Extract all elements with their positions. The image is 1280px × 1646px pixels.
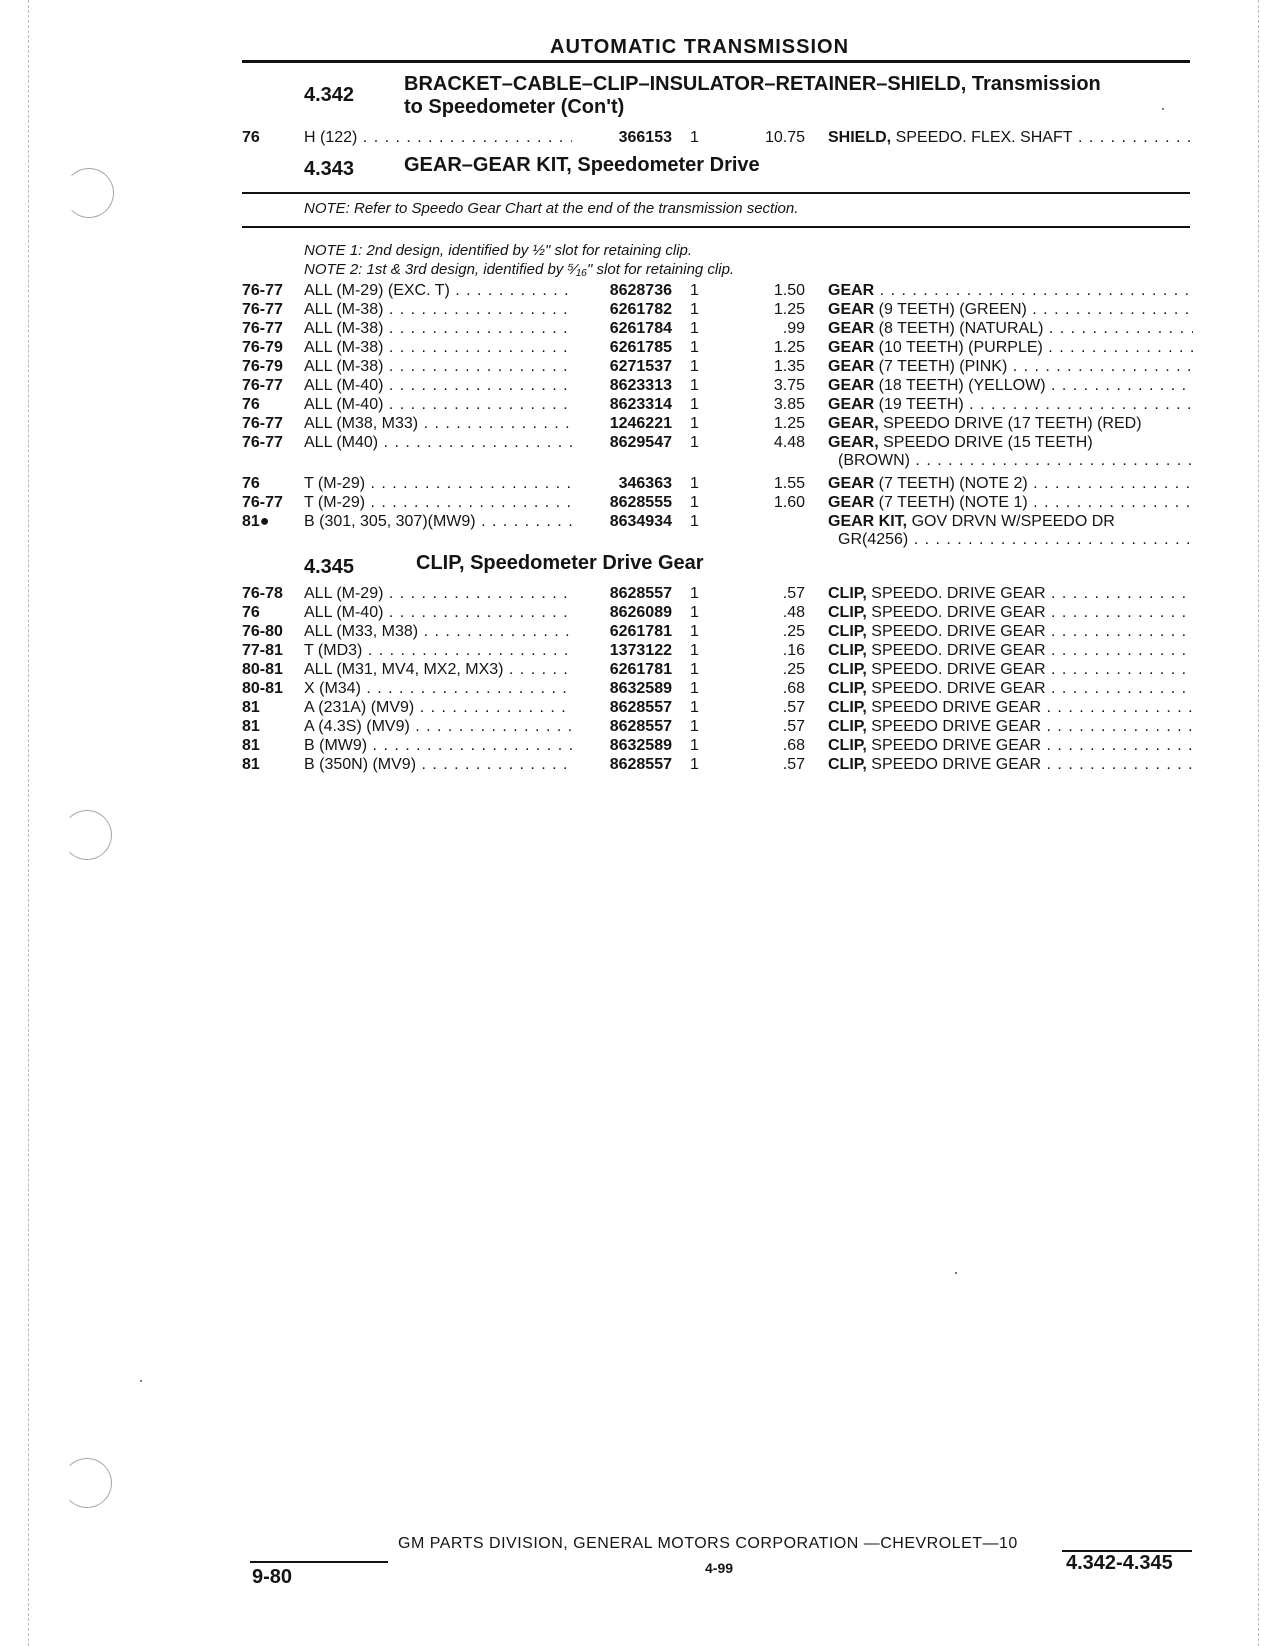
description-key: CLIP, bbox=[828, 661, 867, 678]
model-code: A (231A) (MV9) . . . bbox=[304, 698, 572, 717]
description-key: GEAR bbox=[828, 320, 875, 337]
model-code: T (M-29) . . . bbox=[304, 493, 572, 512]
parts-row bbox=[0, 474, 1280, 493]
model-year: 76-77 bbox=[242, 494, 283, 511]
model-year: 80-81 bbox=[242, 661, 283, 678]
model-year: 76-80 bbox=[242, 623, 283, 640]
parts-row bbox=[0, 281, 1280, 300]
description-continuation: (BROWN) . . . bbox=[838, 452, 1193, 470]
part-number: 8629547 bbox=[609, 434, 672, 451]
quantity: 1 bbox=[690, 737, 699, 754]
model-year: 76-77 bbox=[242, 282, 283, 299]
model-year: 76-77 bbox=[242, 320, 283, 337]
description-text: (18 TEETH) (YELLOW) bbox=[874, 377, 1046, 394]
description-text: (9 TEETH) (GREEN) bbox=[874, 301, 1027, 318]
parts-row bbox=[0, 376, 1280, 395]
part-number: 6261785 bbox=[609, 339, 672, 356]
parts-row bbox=[0, 338, 1280, 357]
model-year: 81 bbox=[242, 756, 260, 773]
parts-row bbox=[0, 679, 1280, 698]
footer-date-code: 9-80 bbox=[252, 1566, 293, 1588]
quantity: 1 bbox=[690, 604, 699, 621]
description bbox=[828, 736, 1193, 755]
description-text: (19 TEETH) bbox=[874, 396, 964, 413]
model-year: 81● bbox=[242, 513, 270, 530]
price: .68 bbox=[782, 680, 805, 697]
description-text: SPEEDO DRIVE GEAR bbox=[866, 699, 1042, 716]
description-text: SPEEDO. FLEX. SHAFT bbox=[891, 129, 1073, 146]
description bbox=[828, 338, 1193, 357]
part-number: 1373122 bbox=[609, 642, 672, 659]
parts-row bbox=[0, 641, 1280, 660]
footer-page-number: 4-99 bbox=[705, 1560, 734, 1576]
description-key: GEAR bbox=[828, 475, 875, 492]
description bbox=[828, 679, 1193, 698]
price: 10.75 bbox=[764, 129, 805, 146]
footer-section-range: 4.342-4.345 bbox=[1066, 1552, 1173, 1574]
model-year: 76-77 bbox=[242, 434, 283, 451]
price: 1.55 bbox=[773, 475, 805, 492]
part-number: 8628557 bbox=[609, 718, 672, 735]
quantity: 1 bbox=[690, 320, 699, 337]
part-number: 1246221 bbox=[609, 415, 672, 432]
quantity: 1 bbox=[690, 434, 699, 451]
header-rule bbox=[242, 60, 1190, 63]
model-code: ALL (M40) . . . bbox=[304, 433, 572, 452]
description-key: CLIP, bbox=[828, 718, 867, 735]
quantity: 1 bbox=[690, 282, 699, 299]
part-number: 8628555 bbox=[609, 494, 672, 511]
description bbox=[828, 717, 1193, 736]
price: .25 bbox=[782, 623, 805, 640]
description bbox=[828, 474, 1193, 493]
model-year: 77-81 bbox=[242, 642, 283, 659]
binder-hole-middle bbox=[62, 810, 112, 860]
description-text: SPEEDO. DRIVE GEAR bbox=[866, 585, 1046, 602]
model-code: B (301, 305, 307)(MW9) . . . bbox=[304, 512, 572, 531]
description bbox=[828, 493, 1193, 512]
model-code: T (M-29) . . . bbox=[304, 474, 572, 493]
model-year: 76 bbox=[242, 129, 260, 146]
description-text: SPEEDO DRIVE (17 TEETH) (RED) bbox=[878, 415, 1142, 432]
quantity: 1 bbox=[690, 642, 699, 659]
model-code: ALL (M-40) . . . bbox=[304, 603, 572, 622]
quantity: 1 bbox=[690, 623, 699, 640]
model-code: ALL (M33, M38) . . . bbox=[304, 622, 572, 641]
description-text: SPEEDO. DRIVE GEAR bbox=[866, 604, 1046, 621]
description-text: SPEEDO. DRIVE GEAR bbox=[866, 642, 1046, 659]
description-text: (7 TEETH) (PINK) bbox=[874, 358, 1008, 375]
parts-row bbox=[0, 512, 1280, 531]
description-text: SPEEDO DRIVE GEAR bbox=[866, 718, 1042, 735]
model-year: 81 bbox=[242, 699, 260, 716]
description bbox=[828, 357, 1193, 376]
part-number: 8632589 bbox=[609, 737, 672, 754]
parts-row bbox=[0, 300, 1280, 319]
section-title-4345: CLIP, Speedometer Drive Gear bbox=[416, 552, 704, 574]
quantity: 1 bbox=[690, 661, 699, 678]
model-code: ALL (M-38) . . . bbox=[304, 338, 572, 357]
description bbox=[828, 433, 1193, 452]
part-number: 8628557 bbox=[609, 699, 672, 716]
description bbox=[828, 622, 1193, 641]
description-key: GEAR bbox=[828, 282, 875, 299]
quantity: 1 bbox=[690, 339, 699, 356]
note-1: NOTE 1: 2nd design, identified by ½" slot for retaining clip. bbox=[304, 242, 693, 259]
quantity: 1 bbox=[690, 475, 699, 492]
description bbox=[828, 281, 1193, 300]
description-text: SPEEDO. DRIVE GEAR bbox=[866, 661, 1046, 678]
model-code: B (MW9) . . . bbox=[304, 736, 572, 755]
description-text: SPEEDO. DRIVE GEAR bbox=[866, 680, 1046, 697]
parts-row bbox=[0, 319, 1280, 338]
price: .57 bbox=[782, 718, 805, 735]
part-number: 8623314 bbox=[609, 396, 672, 413]
price: 1.25 bbox=[773, 415, 805, 432]
model-year: 76-79 bbox=[242, 339, 283, 356]
model-year: 76 bbox=[242, 604, 260, 621]
parts-row bbox=[0, 433, 1280, 452]
speedo-gear-chart-note: NOTE: Refer to Speedo Gear Chart at the end of the transmission section. bbox=[304, 200, 799, 217]
part-number: 6261781 bbox=[609, 661, 672, 678]
part-number: 6271537 bbox=[609, 358, 672, 375]
parts-row bbox=[0, 698, 1280, 717]
price: 1.25 bbox=[773, 301, 805, 318]
model-code: B (350N) (MV9) . . . bbox=[304, 755, 572, 774]
price: 3.75 bbox=[773, 377, 805, 394]
description-text: (7 TEETH) (NOTE 2) bbox=[874, 475, 1028, 492]
binder-hole-top bbox=[64, 168, 114, 218]
description-key: CLIP, bbox=[828, 623, 867, 640]
description-key: GEAR, bbox=[828, 415, 879, 432]
scan-speck bbox=[140, 1380, 142, 1382]
description bbox=[828, 319, 1193, 338]
price: 1.25 bbox=[773, 339, 805, 356]
part-number: 366153 bbox=[618, 129, 672, 146]
quantity: 1 bbox=[690, 494, 699, 511]
part-number: 6261781 bbox=[609, 623, 672, 640]
note-box-rule-top bbox=[242, 192, 1190, 194]
quantity: 1 bbox=[690, 585, 699, 602]
part-number: 8634934 bbox=[609, 513, 672, 530]
description-key: CLIP, bbox=[828, 756, 867, 773]
model-code: ALL (M-29) . . . bbox=[304, 584, 572, 603]
parts-row bbox=[0, 622, 1280, 641]
model-code: ALL (M31, MV4, MX2, MX3) . . . bbox=[304, 660, 572, 679]
description-key: GEAR, bbox=[828, 434, 879, 451]
description-text: SPEEDO DRIVE GEAR bbox=[866, 756, 1042, 773]
model-year: 80-81 bbox=[242, 680, 283, 697]
price: 3.85 bbox=[773, 396, 805, 413]
description bbox=[828, 755, 1193, 774]
description-key: GEAR KIT, bbox=[828, 513, 908, 530]
description bbox=[828, 414, 1193, 433]
model-year: 76-79 bbox=[242, 358, 283, 375]
description-key: GEAR bbox=[828, 494, 875, 511]
section-number-4345: 4.345 bbox=[304, 556, 355, 578]
note-2: NOTE 2: 1st & 3rd design, identified by ⁵⁄₁₆" slot for retaining clip. bbox=[304, 261, 735, 278]
description-text: (8 TEETH) (NATURAL) bbox=[874, 320, 1044, 337]
section-title-4343: GEAR–GEAR KIT, Speedometer Drive bbox=[404, 154, 760, 176]
quantity: 1 bbox=[690, 129, 699, 146]
description bbox=[828, 300, 1193, 319]
part-number: 6261782 bbox=[609, 301, 672, 318]
description-text: (10 TEETH) (PURPLE) bbox=[874, 339, 1043, 356]
price: .25 bbox=[782, 661, 805, 678]
price: .16 bbox=[782, 642, 805, 659]
price: 1.35 bbox=[773, 358, 805, 375]
part-number: 8628736 bbox=[609, 282, 672, 299]
description bbox=[828, 512, 1193, 531]
model-year: 76-77 bbox=[242, 415, 283, 432]
part-number: 8626089 bbox=[609, 604, 672, 621]
model-year: 81 bbox=[242, 737, 260, 754]
note-box-rule-bottom bbox=[242, 226, 1190, 228]
scan-speck bbox=[955, 1272, 957, 1274]
parts-row bbox=[0, 736, 1280, 755]
model-code: X (M34) . . . bbox=[304, 679, 572, 698]
price: .48 bbox=[782, 604, 805, 621]
parts-row bbox=[0, 128, 1280, 147]
quantity: 1 bbox=[690, 396, 699, 413]
price: .99 bbox=[782, 320, 805, 337]
description-key: CLIP, bbox=[828, 699, 867, 716]
description bbox=[828, 584, 1193, 603]
footer-rule-left bbox=[250, 1561, 388, 1563]
parts-row bbox=[0, 414, 1280, 433]
part-number: 346363 bbox=[618, 475, 672, 492]
parts-row bbox=[0, 660, 1280, 679]
description-text: GOV DRVN W/SPEEDO DR bbox=[907, 513, 1115, 530]
description-key: CLIP, bbox=[828, 737, 867, 754]
model-year: 76-77 bbox=[242, 301, 283, 318]
price: 1.50 bbox=[773, 282, 805, 299]
quantity: 1 bbox=[690, 301, 699, 318]
price: .57 bbox=[782, 756, 805, 773]
scan-edge-line-right bbox=[1258, 0, 1259, 1646]
parts-row bbox=[0, 603, 1280, 622]
description-key: CLIP, bbox=[828, 642, 867, 659]
description bbox=[828, 660, 1193, 679]
description-key: GEAR bbox=[828, 339, 875, 356]
description-key: CLIP, bbox=[828, 585, 867, 602]
quantity: 1 bbox=[690, 680, 699, 697]
quantity: 1 bbox=[690, 358, 699, 375]
parts-row bbox=[0, 755, 1280, 774]
description bbox=[828, 641, 1193, 660]
description bbox=[828, 395, 1193, 414]
model-code: H (122) . . . bbox=[304, 128, 572, 147]
binder-hole-bottom bbox=[62, 1458, 112, 1508]
description-text: SPEEDO. DRIVE GEAR bbox=[866, 623, 1046, 640]
description bbox=[828, 603, 1193, 622]
description bbox=[828, 128, 1193, 147]
section-number-4343: 4.343 bbox=[304, 158, 355, 180]
model-year: 76-78 bbox=[242, 585, 283, 602]
description-key: CLIP, bbox=[828, 680, 867, 697]
part-number: 6261784 bbox=[609, 320, 672, 337]
part-number: 8623313 bbox=[609, 377, 672, 394]
description-continuation: GR(4256) . . . bbox=[838, 531, 1193, 549]
price: .68 bbox=[782, 737, 805, 754]
description-text: SPEEDO DRIVE GEAR bbox=[866, 737, 1042, 754]
section-number-4342: 4.342 bbox=[304, 84, 355, 106]
description-key: GEAR bbox=[828, 377, 875, 394]
model-code: ALL (M-38) . . . bbox=[304, 357, 572, 376]
price: 4.48 bbox=[773, 434, 805, 451]
price: 1.60 bbox=[773, 494, 805, 511]
description-key: GEAR bbox=[828, 301, 875, 318]
model-code: ALL (M-29) (EXC. T) . . . bbox=[304, 281, 572, 300]
description-key: GEAR bbox=[828, 358, 875, 375]
scan-edge-line-left bbox=[28, 0, 29, 1646]
scan-speck bbox=[1162, 108, 1164, 110]
model-code: ALL (M-40) . . . bbox=[304, 395, 572, 414]
description bbox=[828, 698, 1193, 717]
description-key: GEAR bbox=[828, 396, 875, 413]
part-number: 8632589 bbox=[609, 680, 672, 697]
footer-publisher: GM PARTS DIVISION, GENERAL MOTORS CORPORATION —CHEVROLET—10 bbox=[398, 1535, 1018, 1552]
parts-row bbox=[0, 493, 1280, 512]
quantity: 1 bbox=[690, 377, 699, 394]
model-code: ALL (M-40) . . . bbox=[304, 376, 572, 395]
description-key: SHIELD, bbox=[828, 129, 892, 146]
model-code: ALL (M-38) . . . bbox=[304, 300, 572, 319]
parts-row bbox=[0, 395, 1280, 414]
parts-row bbox=[0, 584, 1280, 603]
price: .57 bbox=[782, 699, 805, 716]
model-year: 76-77 bbox=[242, 377, 283, 394]
quantity: 1 bbox=[690, 718, 699, 735]
quantity: 1 bbox=[690, 756, 699, 773]
parts-row bbox=[0, 717, 1280, 736]
part-number: 8628557 bbox=[609, 585, 672, 602]
model-code: A (4.3S) (MV9) . . . bbox=[304, 717, 572, 736]
model-code: T (MD3) . . . bbox=[304, 641, 572, 660]
description-text: (7 TEETH) (NOTE 1) bbox=[874, 494, 1028, 511]
model-code: ALL (M38, M33) . . . bbox=[304, 414, 572, 433]
page-title: AUTOMATIC TRANSMISSION bbox=[550, 36, 850, 58]
model-code: ALL (M-38) . . . bbox=[304, 319, 572, 338]
description bbox=[828, 376, 1193, 395]
model-year: 81 bbox=[242, 718, 260, 735]
part-number: 8628557 bbox=[609, 756, 672, 773]
parts-row bbox=[0, 357, 1280, 376]
model-year: 76 bbox=[242, 475, 260, 492]
quantity: 1 bbox=[690, 699, 699, 716]
model-year: 76 bbox=[242, 396, 260, 413]
section-title-4342-line2: to Speedometer (Con't) bbox=[404, 96, 625, 118]
description-text: SPEEDO DRIVE (15 TEETH) bbox=[878, 434, 1093, 451]
price: .57 bbox=[782, 585, 805, 602]
section-title-4342-line1: BRACKET–CABLE–CLIP–INSULATOR–RETAINER–SHIELD, Transmission bbox=[404, 73, 1101, 95]
description-key: CLIP, bbox=[828, 604, 867, 621]
quantity: 1 bbox=[690, 415, 699, 432]
quantity: 1 bbox=[690, 513, 699, 530]
